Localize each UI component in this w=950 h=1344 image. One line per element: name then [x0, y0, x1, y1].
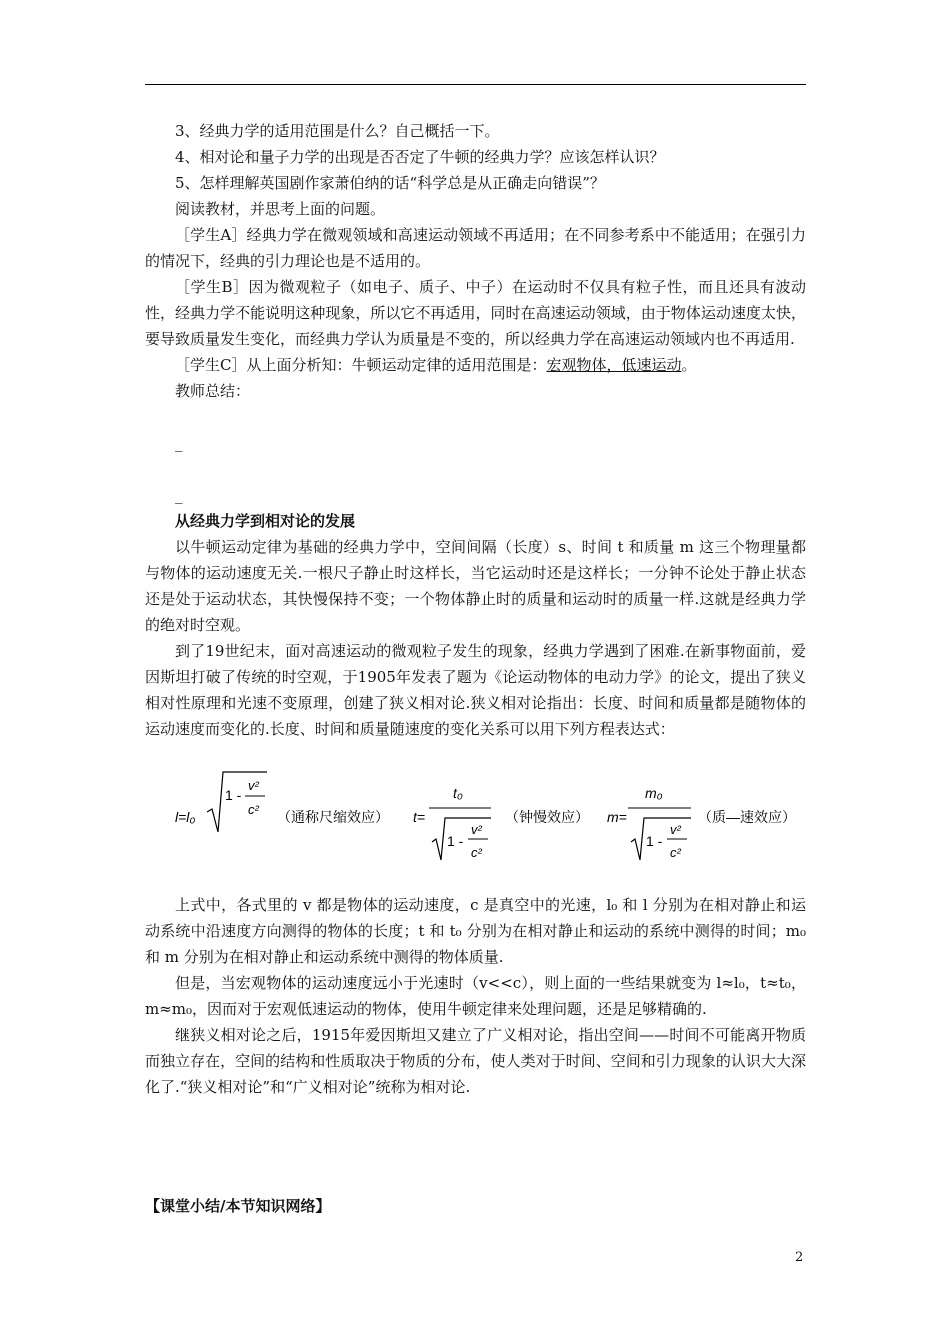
- length-v2: v²: [248, 778, 259, 793]
- summary-heading: 【课堂小结/本节知识网络】: [145, 1197, 331, 1215]
- time-c2: c²: [471, 845, 482, 860]
- time-numerator: t₀: [453, 785, 463, 801]
- mass-lhs: m=: [607, 809, 627, 825]
- blank-mark-1: _: [175, 434, 183, 452]
- teacher-summary-label: 教师总结：: [175, 382, 251, 400]
- paragraph-low-speed: 但是，当宏观物体的运动速度远小于光速时（v<<c），则上面的一些结果就变为 l≈l₀，t≈t₀，m≈m₀，因而对于宏观低速运动的物体，使用牛顿定律来处理问题，还是足够精确的.: [145, 974, 806, 1018]
- question-5: 5、怎样理解英国剧作家萧伯纳的话“科学总是从正确走向错误”？: [175, 174, 605, 192]
- time-one-minus: 1 -: [447, 833, 464, 849]
- student-b-answer: ［学生B］因为微观粒子（如电子、质子、中子）在运动时不仅具有粒子性，而且还具有波动性，经典力学不能说明这种现象，所以它不再适用，同时在高速运动领域，由于物体运动速度太快，要导致质量发生变化，而经典力学认为质量是不变的，所以经典力学在高速运动领域内也不再适用.: [145, 278, 806, 348]
- blank-mark-2: _: [175, 486, 183, 504]
- section-title: 从经典力学到相对论的发展: [175, 512, 356, 530]
- student-c-underlined: 宏观物体，低速运动: [546, 356, 682, 374]
- length-label: （通称尺缩效应）: [277, 809, 389, 825]
- header-rule: [145, 84, 806, 85]
- read-instruction: 阅读教材，并思考上面的问题。: [175, 200, 386, 218]
- mass-c2: c²: [670, 845, 681, 860]
- paragraph-classical-mechanics: 以牛顿运动定律为基础的经典力学中，空间间隔（长度）s、时间 t 和质量 m 这三个物理量都与物体的运动速度无关.一根尺子静止时这样长，当它运动时还是这样长；一分钟不论处于静止状态还是处于运动状态，其快慢保持不变；一个物体静止时的质量和运动时的质量一样.这就是经典力学的绝对时空观。: [145, 538, 806, 634]
- length-one-minus: 1 -: [225, 787, 242, 803]
- time-label: （钟慢效应）: [505, 809, 589, 825]
- paragraph-symbols: 上式中，各式里的 v 都是物体的运动速度，c 是真空中的光速，l₀ 和 l 分别为在相对静止和运动系统中沿速度方向测得的物体的长度；t 和 t₀ 分别为在相对静止和运动的系统中测得的时间；m₀ 和 m 分别为在相对静止和运动系统中测得的物体质量.: [145, 896, 806, 966]
- mass-v2: v²: [670, 822, 681, 837]
- paragraph-general-relativity: 继狭义相对论之后，1915年爱因斯坦又建立了广义相对论，指出空间——时间不可能离开物质而独立存在，空间的结构和性质取决于物质的分布，使人类对于时间、空间和引力现象的认识大大深化了.“狭义相对论”和“广义相对论”统称为相对论.: [145, 1026, 806, 1096]
- question-4: 4、相对论和量子力学的出现是否否定了牛顿的经典力学？应该怎样认识？: [175, 148, 665, 166]
- paragraph-einstein: 到了19世纪末，面对高速运动的微观粒子发生的现象，经典力学遇到了困难.在新事物面前，爱因斯坦打破了传统的时空观，于1905年发表了题为《论运动物体的电动力学》的论文，提出了狭义相对性原理和光速不变原理，创建了狭义相对论.狭义相对论指出：长度、时间和质量都是随物体的运动速度而变化的.长度、时间和质量随速度的变化关系可以用下列方程表达式：: [145, 642, 806, 738]
- mass-label: （质—速效应）: [698, 809, 796, 825]
- formula-svg: [145, 762, 806, 862]
- page-number: 2: [795, 1250, 804, 1265]
- time-lhs: t=: [413, 809, 426, 825]
- length-c2: c²: [248, 802, 259, 817]
- mass-one-minus: 1 -: [646, 833, 663, 849]
- student-a-answer: ［学生A］经典力学在微观领域和高速运动领域不再适用；在不同参考系中不能适用；在强引力的情况下，经典的引力理论也是不适用的。: [145, 226, 806, 270]
- student-c-suffix: 。: [681, 356, 697, 374]
- student-c-answer: [145, 352, 806, 378]
- relativity-formulas: [145, 762, 806, 862]
- document-body: [145, 118, 806, 1100]
- time-v2: v²: [471, 822, 482, 837]
- mass-numerator: m₀: [645, 785, 663, 801]
- question-3: 3、经典力学的适用范围是什么？自己概括一下。: [175, 122, 500, 140]
- length-lhs: l=l₀: [175, 809, 196, 825]
- student-c-prefix: ［学生C］从上面分析知：牛顿运动定律的适用范围是：: [175, 356, 547, 374]
